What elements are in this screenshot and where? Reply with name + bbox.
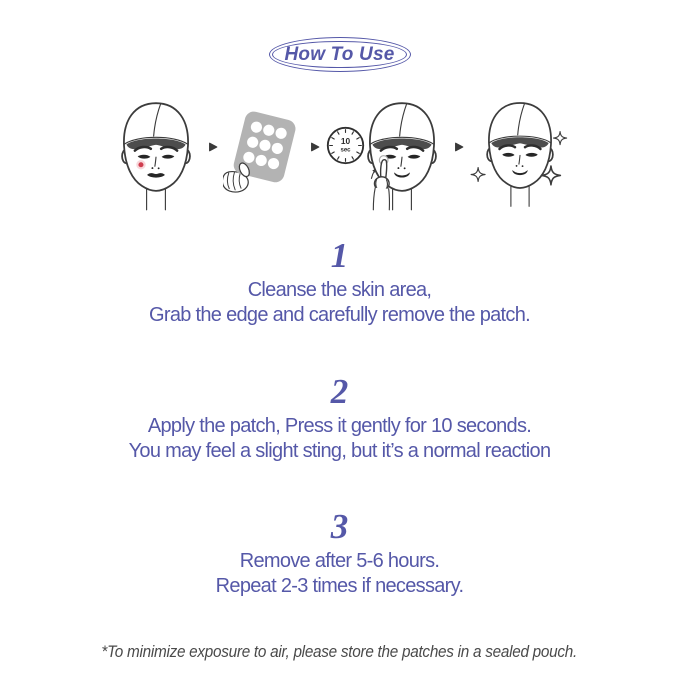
timer-seconds-unit: sec — [339, 147, 351, 154]
step-instruction-line: Repeat 2-3 times if necessary. — [215, 574, 464, 597]
face-with-blemish-illustration — [109, 98, 203, 211]
blemish-dot — [138, 162, 143, 167]
face-applying-patch — [355, 98, 449, 211]
step-number: 2 — [330, 372, 349, 411]
step-instruction-line: Cleanse the skin area, — [247, 279, 432, 301]
patch-sheet-in-hand-illustration — [223, 105, 305, 195]
smiling-face — [487, 103, 553, 206]
step-number: 3 — [330, 507, 349, 546]
arrow-right-icon — [454, 142, 464, 152]
step-instruction-line: Apply the patch, Press it gently for 10 seconds. — [147, 415, 532, 437]
face-base — [122, 103, 190, 210]
illustration-row — [0, 98, 679, 212]
face-base — [487, 103, 553, 206]
apply-patch-illustration — [325, 98, 449, 212]
page-title: How To Use — [284, 43, 395, 65]
step-block — [129, 374, 551, 463]
storage-note: *To minimize exposure to air, please store the patches in a sealed pouch. — [101, 642, 578, 661]
step-instruction-line: Grab the edge and carefully remove the patch. — [149, 303, 530, 326]
steps-section — [129, 212, 551, 598]
sparkle-icon — [471, 168, 485, 182]
step-block — [129, 238, 551, 327]
timer-seconds-value: 10 — [340, 136, 350, 147]
sparkle-icon — [553, 132, 566, 145]
index-finger — [380, 160, 386, 178]
step-block — [129, 509, 551, 598]
forearm — [373, 188, 389, 210]
arrow-right-icon — [208, 142, 218, 152]
step-instruction-line: You may feel a slight sting, but it’s a normal reaction — [128, 439, 551, 462]
step-number: 1 — [330, 236, 349, 275]
arrow-right-icon — [310, 142, 320, 152]
clear-skin-sparkle-illustration — [469, 98, 571, 207]
title-badge — [269, 37, 411, 72]
step-instruction-line: Remove after 5-6 hours. — [239, 550, 440, 572]
